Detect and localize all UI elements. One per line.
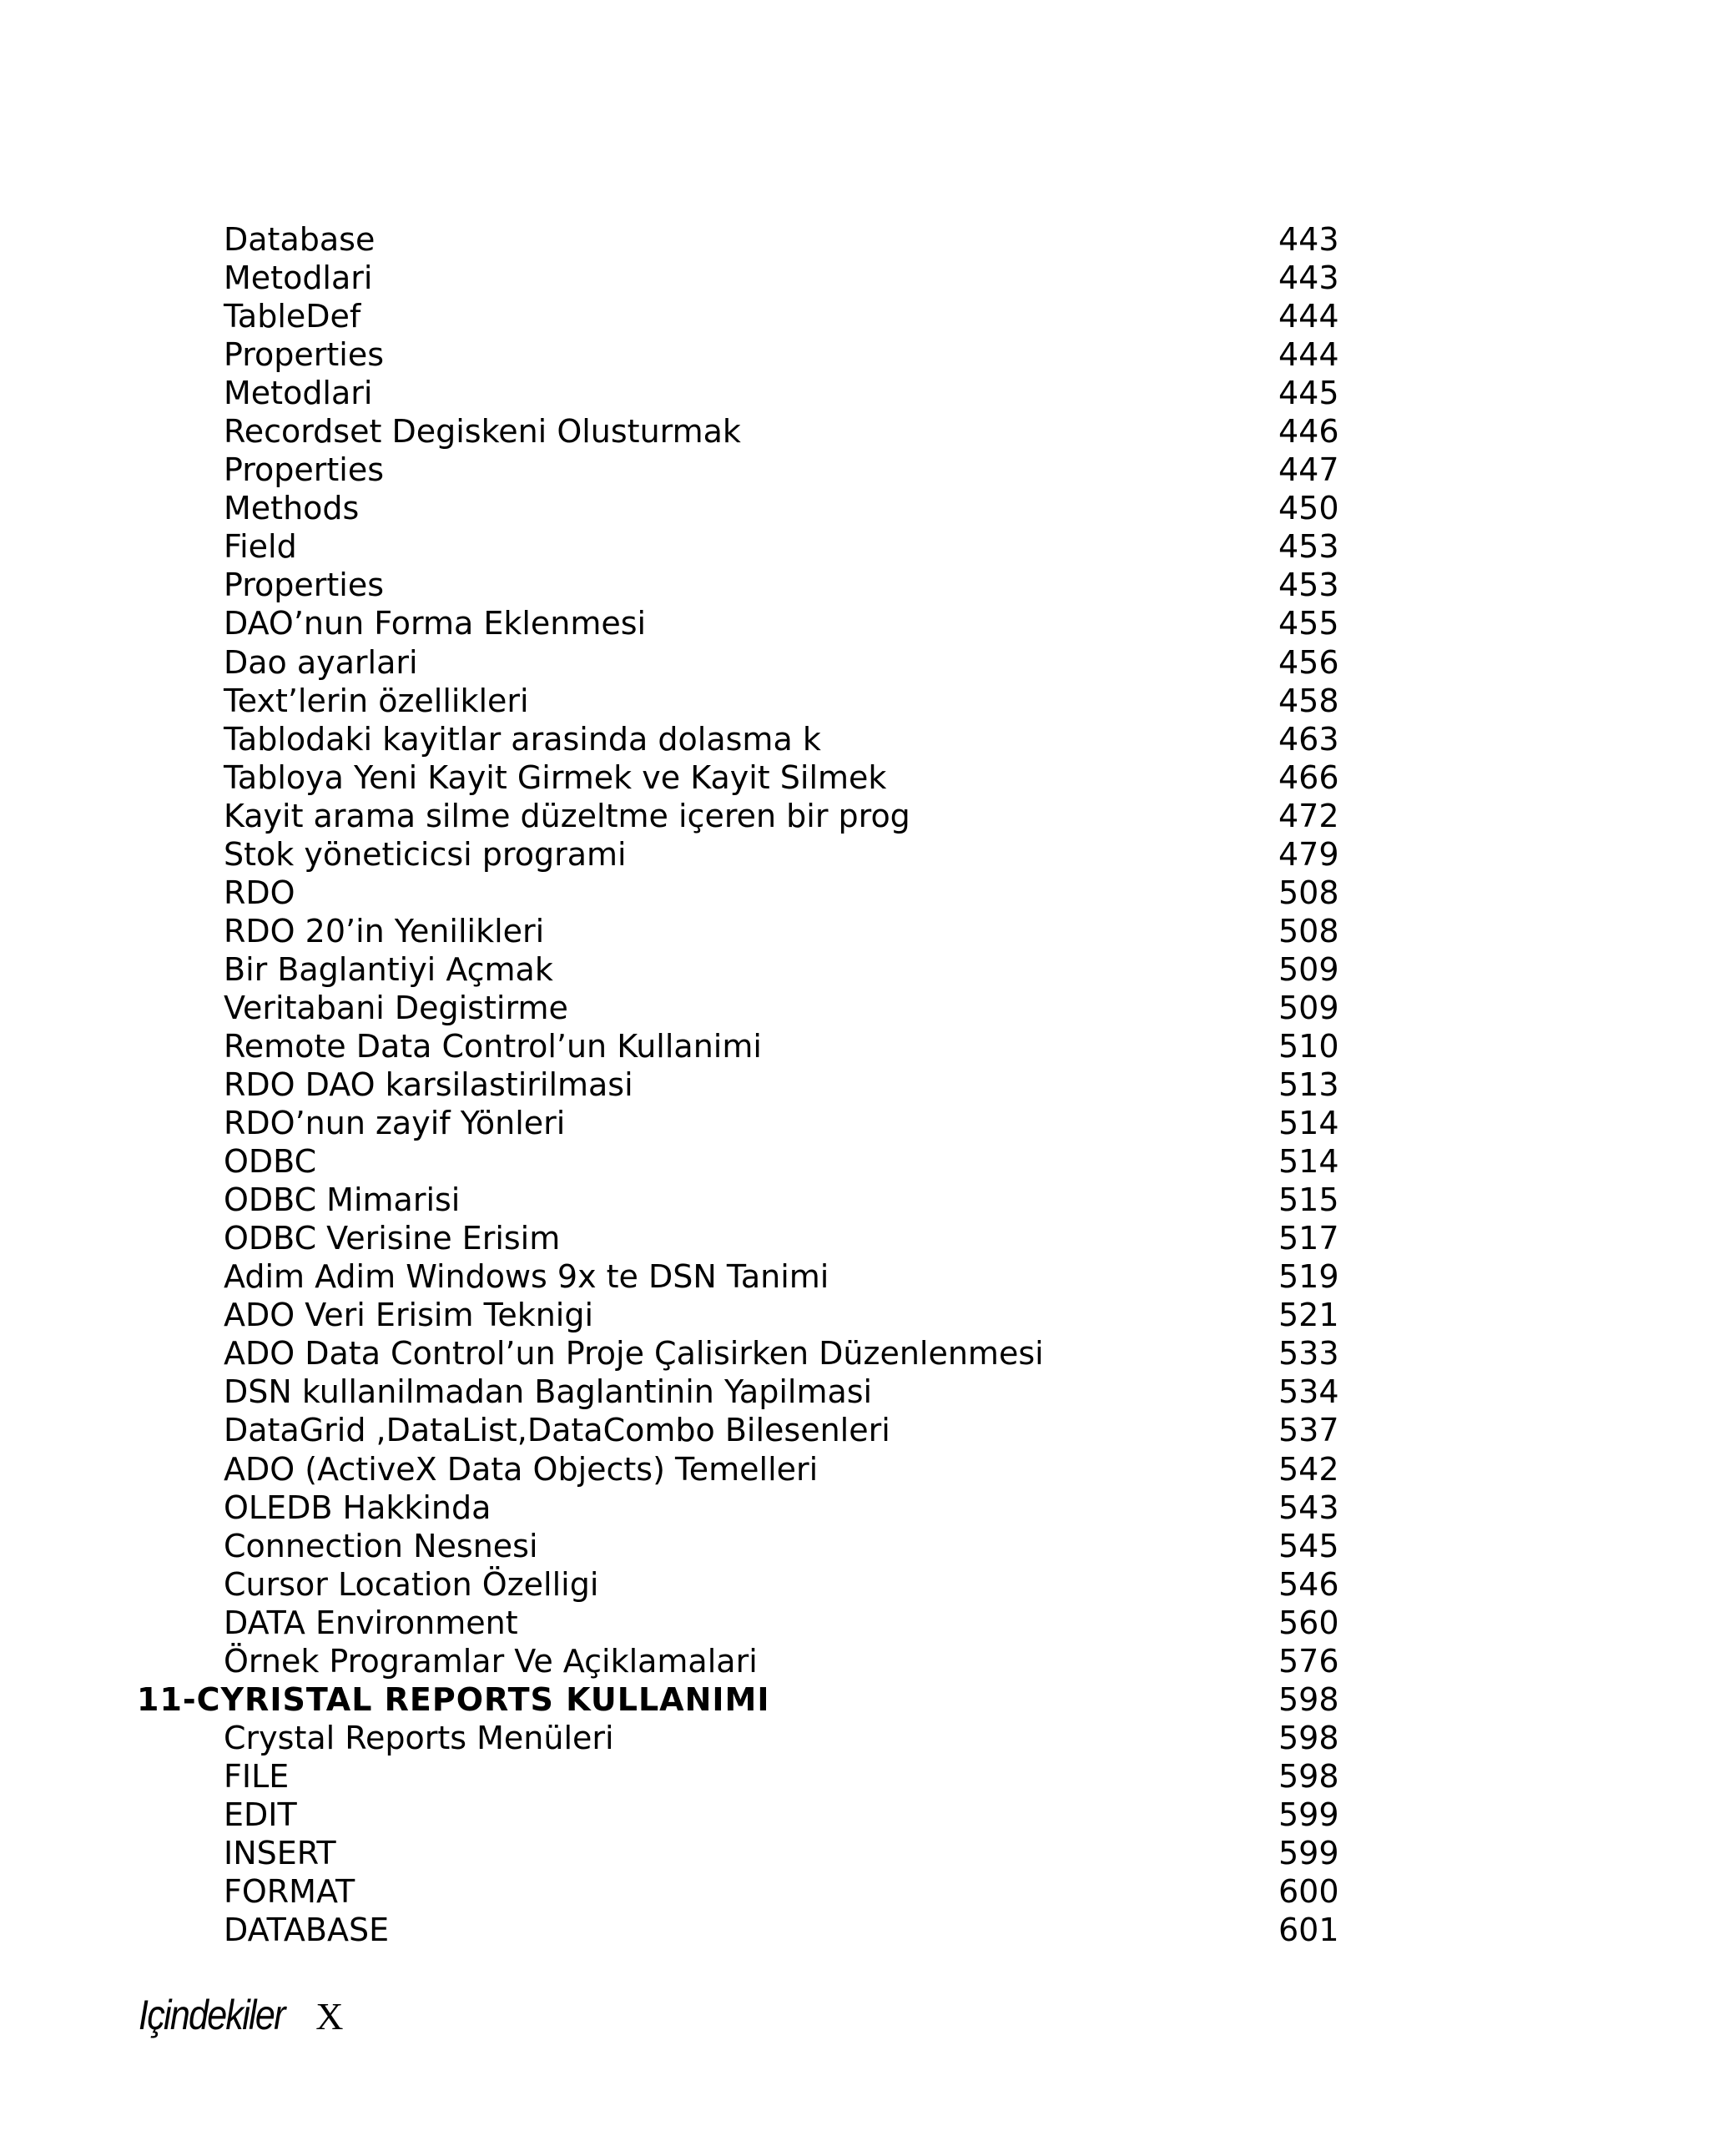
toc-entry-page: 446 — [1278, 413, 1339, 451]
toc-entry-page: 453 — [1278, 528, 1339, 566]
toc-entry-page: 517 — [1278, 1220, 1339, 1257]
toc-entry-title: DATA Environment — [224, 1604, 518, 1641]
toc-entry-page: 521 — [1278, 1297, 1339, 1334]
page-footer — [139, 1991, 343, 2039]
toc-entry — [0, 1527, 1709, 1565]
toc-entry-page: 537 — [1278, 1412, 1339, 1449]
footer-page-number: X — [315, 1995, 344, 2038]
toc-entry — [0, 1065, 1709, 1104]
toc-entry-title: OLEDB Hakkinda — [224, 1489, 492, 1526]
toc-entry-title: INSERT — [224, 1834, 336, 1871]
toc-entry — [0, 1181, 1709, 1219]
toc-entry — [0, 950, 1709, 989]
toc-entry-title: Crystal Reports Menüleri — [224, 1719, 614, 1756]
toc-entry-title: Connection Nesnesi — [224, 1527, 538, 1564]
toc-entry-page: 542 — [1278, 1450, 1339, 1488]
toc-entry-title: Metodlari — [224, 375, 373, 412]
toc-entry-page: 600 — [1278, 1873, 1339, 1911]
toc-entry-title: ADO (ActiveX Data Objects) Temelleri — [224, 1450, 819, 1488]
toc-entry — [0, 1834, 1709, 1872]
toc-entry-page: 455 — [1278, 605, 1339, 642]
toc-entry-page: 479 — [1278, 835, 1339, 873]
toc-entry-page: 599 — [1278, 1796, 1339, 1833]
toc-entry — [0, 259, 1709, 297]
toc-entry — [0, 1489, 1709, 1527]
toc-entry-page: 453 — [1278, 567, 1339, 604]
toc-entry-page: 443 — [1278, 259, 1339, 297]
toc-entry-title: Properties — [224, 567, 385, 604]
toc-entry-title: ADO Data Control’un Proje Çalisirken Düzenlenmesi — [224, 1335, 1044, 1373]
toc-entry-title: DATABASE — [224, 1912, 390, 1949]
toc-entry-page: 445 — [1278, 375, 1339, 412]
toc-entry — [0, 1642, 1709, 1680]
toc-entry-title: ODBC Mimarisi — [224, 1181, 461, 1219]
toc-entry-title: Bir Baglantiyi Açmak — [224, 950, 553, 988]
toc-entry-title: ADO Veri Erisim Teknigi — [224, 1297, 594, 1334]
toc-entry — [0, 604, 1709, 642]
toc-entry-page: 444 — [1278, 336, 1339, 374]
toc-entry-page: 508 — [1278, 912, 1339, 950]
toc-entry-title: RDO — [224, 874, 295, 911]
toc-entry-page: 601 — [1278, 1912, 1339, 1949]
toc-entry — [0, 335, 1709, 374]
toc-entry-title: Tabloya Yeni Kayit Girmek ve Kayit Silmek — [224, 758, 887, 796]
toc-chapter-entry — [0, 1680, 1709, 1719]
toc-entry-title: Kayit arama silme düzeltme içeren bir prog — [224, 797, 910, 834]
toc-entry-page: 456 — [1278, 643, 1339, 681]
toc-entry — [0, 297, 1709, 335]
toc-entry — [0, 489, 1709, 527]
toc-entry — [0, 1450, 1709, 1489]
toc-entry-page: 599 — [1278, 1834, 1339, 1871]
toc-entry — [0, 1911, 1709, 1949]
toc-entry-title: DAO’nun Forma Eklenmesi — [224, 605, 647, 642]
toc-entry-page: 472 — [1278, 797, 1339, 834]
toc-entry-page: 598 — [1278, 1680, 1339, 1718]
toc-entry — [0, 758, 1709, 797]
toc-entry-page: 576 — [1278, 1642, 1339, 1680]
toc-entry-page: 533 — [1278, 1335, 1339, 1373]
toc-entry-page: 519 — [1278, 1258, 1339, 1296]
toc-entry — [0, 1027, 1709, 1065]
toc-entry-page: 534 — [1278, 1373, 1339, 1411]
toc-entry-page: 510 — [1278, 1027, 1339, 1065]
toc-entry-page: 458 — [1278, 682, 1339, 719]
toc-entry-title: Metodlari — [224, 259, 373, 297]
toc-entry-page: 509 — [1278, 950, 1339, 988]
toc-entry — [0, 1296, 1709, 1334]
toc-entry-title: Tablodaki kayitlar arasinda dolasma k — [224, 720, 821, 758]
toc-entry — [0, 1104, 1709, 1142]
toc-entry-title: 11-CYRISTAL REPORTS KULLANIMI — [137, 1680, 770, 1718]
footer-title: Içindekiler — [139, 1992, 285, 2038]
toc-entry-title: Field — [224, 528, 297, 566]
toc-entry-title: Recordset Degiskeni Olusturmak — [224, 413, 741, 451]
toc-entry-page: 545 — [1278, 1527, 1339, 1564]
toc-entry — [0, 643, 1709, 682]
toc-entry — [0, 374, 1709, 412]
toc-entry-page: 514 — [1278, 1105, 1339, 1142]
toc-entry-title: Örnek Programlar Ve Açiklamalari — [224, 1642, 758, 1680]
toc-entry — [0, 1565, 1709, 1604]
toc-entry — [0, 1872, 1709, 1911]
toc-entry — [0, 1142, 1709, 1181]
table-of-contents — [0, 220, 1709, 1949]
toc-entry-title: DataGrid ,DataList,DataCombo Bilesenleri — [224, 1412, 890, 1449]
toc-entry — [0, 1719, 1709, 1757]
toc-entry — [0, 1219, 1709, 1257]
toc-entry-title: Remote Data Control’un Kullanimi — [224, 1027, 762, 1065]
toc-entry-page: 598 — [1278, 1719, 1339, 1756]
toc-entry — [0, 566, 1709, 604]
toc-entry-page: 546 — [1278, 1565, 1339, 1603]
toc-entry — [0, 1334, 1709, 1373]
toc-entry-page: 509 — [1278, 989, 1339, 1026]
toc-entry-page: 450 — [1278, 490, 1339, 527]
toc-entry-page: 443 — [1278, 221, 1339, 258]
toc-entry — [0, 412, 1709, 451]
toc-entry — [0, 874, 1709, 912]
toc-entry-page: 560 — [1278, 1604, 1339, 1641]
toc-entry-title: FILE — [224, 1757, 290, 1795]
toc-entry-title: Methods — [224, 490, 360, 527]
toc-entry-title: RDO’nun zayif Yönleri — [224, 1105, 566, 1142]
toc-entry — [0, 1411, 1709, 1449]
toc-entry-title: Cursor Location Özelligi — [224, 1565, 599, 1603]
toc-entry — [0, 1373, 1709, 1411]
toc-entry-page: 466 — [1278, 758, 1339, 796]
toc-entry — [0, 1796, 1709, 1834]
toc-entry-page: 515 — [1278, 1181, 1339, 1219]
toc-entry — [0, 1257, 1709, 1296]
toc-entry-title: ODBC Verisine Erisim — [224, 1220, 561, 1257]
toc-entry-title: Dao ayarlari — [224, 643, 418, 681]
toc-entry-page: 598 — [1278, 1757, 1339, 1795]
toc-entry-title: ODBC — [224, 1143, 317, 1181]
toc-entry — [0, 720, 1709, 758]
toc-entry-page: 463 — [1278, 720, 1339, 758]
toc-entry — [0, 1604, 1709, 1642]
toc-entry — [0, 220, 1709, 259]
toc-entry-title: DSN kullanilmadan Baglantinin Yapilmasi — [224, 1373, 873, 1411]
toc-entry-title: FORMAT — [224, 1873, 355, 1911]
toc-entry-page: 514 — [1278, 1143, 1339, 1181]
toc-entry-title: RDO DAO karsilastirilmasi — [224, 1066, 633, 1104]
toc-entry-title: Properties — [224, 451, 385, 489]
toc-entry-page: 444 — [1278, 298, 1339, 335]
toc-entry-page: 508 — [1278, 874, 1339, 911]
toc-entry — [0, 1757, 1709, 1796]
toc-entry-title: TableDef — [224, 298, 361, 335]
toc-entry — [0, 527, 1709, 566]
toc-entry — [0, 835, 1709, 874]
toc-entry — [0, 989, 1709, 1027]
toc-entry-title: Adim Adim Windows 9x te DSN Tanimi — [224, 1258, 829, 1296]
toc-entry-title: EDIT — [224, 1796, 297, 1833]
toc-entry — [0, 797, 1709, 835]
toc-entry-title: Properties — [224, 336, 385, 374]
toc-entry — [0, 682, 1709, 720]
toc-entry-title: Database — [224, 221, 376, 258]
toc-entry-title: Text’lerin özellikleri — [224, 682, 529, 719]
toc-entry-title: Stok yöneticicsi programi — [224, 835, 627, 873]
toc-entry — [0, 912, 1709, 950]
toc-entry — [0, 451, 1709, 489]
toc-entry-page: 447 — [1278, 451, 1339, 489]
toc-entry-page: 513 — [1278, 1066, 1339, 1104]
toc-entry-title: Veritabani Degistirme — [224, 989, 568, 1026]
toc-entry-title: RDO 20’in Yenilikleri — [224, 912, 545, 950]
toc-entry-page: 543 — [1278, 1489, 1339, 1526]
